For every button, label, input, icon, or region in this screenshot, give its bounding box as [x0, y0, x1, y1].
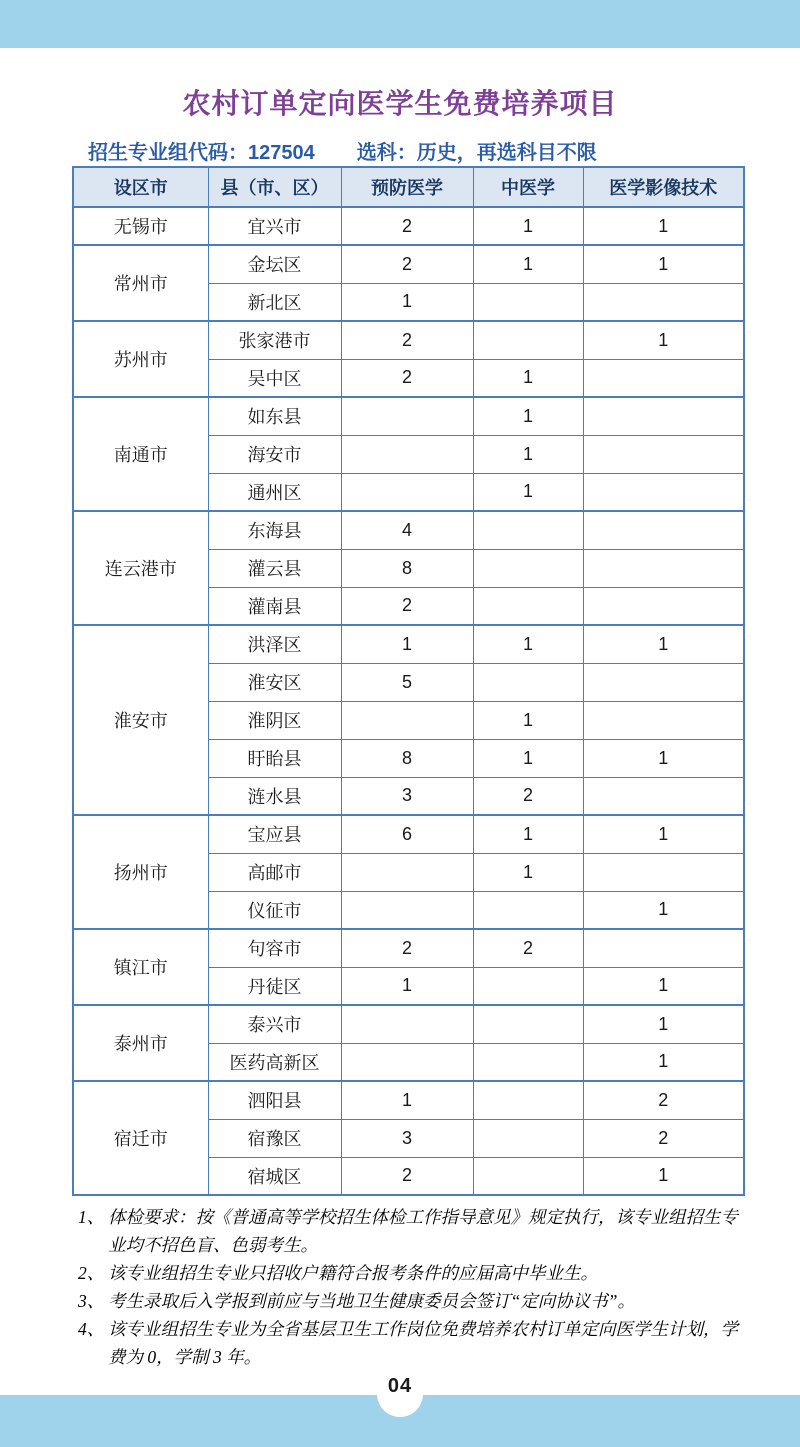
page-title: 农村订单定向医学生免费培养项目 — [182, 88, 618, 119]
value-cell — [341, 891, 473, 929]
value-cell — [583, 929, 744, 967]
footnote-number: 1、 — [78, 1207, 105, 1227]
value-cell: 2 — [473, 929, 583, 967]
value-cell — [473, 511, 583, 549]
city-cell: 宿迁市 — [73, 1081, 208, 1195]
county-cell: 泗阳县 — [208, 1081, 341, 1119]
city-cell: 镇江市 — [73, 929, 208, 1005]
footnotes — [78, 1203, 750, 1371]
county-cell: 涟水县 — [208, 777, 341, 815]
value-cell: 5 — [341, 663, 473, 701]
value-cell: 2 — [583, 1119, 744, 1157]
value-cell — [583, 777, 744, 815]
footnote-item — [78, 1259, 750, 1287]
table-row — [73, 1005, 744, 1043]
value-cell — [473, 1005, 583, 1043]
footnote-number: 2、 — [78, 1263, 105, 1283]
value-cell: 1 — [473, 359, 583, 397]
group-code-label: 招生专业组代码： — [88, 142, 248, 164]
value-cell — [341, 473, 473, 511]
value-cell: 2 — [341, 1157, 473, 1195]
value-cell — [583, 359, 744, 397]
footnote-text: 该专业组招生专业只招收户籍符合报考条件的应届高中毕业生。 — [108, 1263, 598, 1283]
subject-value: 历史，再选科目不限 — [416, 142, 597, 164]
city-cell: 连云港市 — [73, 511, 208, 625]
header-chinese-medicine: 中医学 — [473, 167, 583, 207]
county-cell: 东海县 — [208, 511, 341, 549]
table-row — [73, 397, 744, 435]
county-cell: 句容市 — [208, 929, 341, 967]
value-cell: 1 — [341, 967, 473, 1005]
value-cell: 2 — [341, 587, 473, 625]
table-body — [73, 207, 744, 1195]
footnote-item — [78, 1203, 750, 1259]
value-cell — [583, 435, 744, 473]
county-cell: 丹徒区 — [208, 967, 341, 1005]
value-cell: 1 — [473, 245, 583, 283]
city-cell: 南通市 — [73, 397, 208, 511]
value-cell: 1 — [583, 967, 744, 1005]
value-cell — [583, 587, 744, 625]
table-row — [73, 511, 744, 549]
county-cell: 泰兴市 — [208, 1005, 341, 1043]
county-cell: 金坛区 — [208, 245, 341, 283]
value-cell — [473, 1081, 583, 1119]
value-cell: 2 — [341, 359, 473, 397]
footnote-text: 该专业组招生专业为全省基层卫生工作岗位免费培养农村订单定向医学生计划，学费为 0，学制 3 年。 — [108, 1319, 738, 1367]
county-cell: 医药高新区 — [208, 1043, 341, 1081]
value-cell: 1 — [583, 815, 744, 853]
value-cell: 1 — [473, 701, 583, 739]
value-cell: 1 — [583, 245, 744, 283]
value-cell — [473, 1157, 583, 1195]
value-cell: 1 — [473, 207, 583, 245]
county-cell: 宿豫区 — [208, 1119, 341, 1157]
value-cell — [341, 1043, 473, 1081]
value-cell — [473, 1119, 583, 1157]
value-cell: 1 — [473, 625, 583, 663]
value-cell: 8 — [341, 739, 473, 777]
page-number: 04 — [387, 1375, 413, 1397]
county-cell: 淮阴区 — [208, 701, 341, 739]
group-code-value: 127504 — [248, 142, 315, 164]
value-cell — [341, 435, 473, 473]
table-header-row — [73, 167, 744, 207]
county-cell: 张家港市 — [208, 321, 341, 359]
value-cell: 6 — [341, 815, 473, 853]
table-row — [73, 625, 744, 663]
value-cell: 2 — [341, 245, 473, 283]
value-cell — [473, 587, 583, 625]
header-medical-imaging: 医学影像技术 — [583, 167, 744, 207]
county-cell: 灌云县 — [208, 549, 341, 587]
page-number-badge — [377, 1371, 423, 1417]
value-cell — [583, 511, 744, 549]
value-cell: 3 — [341, 777, 473, 815]
value-cell: 1 — [583, 625, 744, 663]
value-cell — [583, 853, 744, 891]
table-row — [73, 815, 744, 853]
value-cell — [341, 397, 473, 435]
value-cell: 1 — [473, 397, 583, 435]
county-cell: 仪征市 — [208, 891, 341, 929]
value-cell: 3 — [341, 1119, 473, 1157]
city-cell: 苏州市 — [73, 321, 208, 397]
subject-label: 选科： — [356, 142, 417, 164]
value-cell: 1 — [583, 891, 744, 929]
footnote-item — [78, 1287, 750, 1315]
county-cell: 通州区 — [208, 473, 341, 511]
value-cell: 1 — [583, 207, 744, 245]
value-cell: 1 — [341, 283, 473, 321]
value-cell: 2 — [341, 207, 473, 245]
table-row — [73, 1081, 744, 1119]
county-cell: 高邮市 — [208, 853, 341, 891]
county-cell: 灌南县 — [208, 587, 341, 625]
city-cell: 淮安市 — [73, 625, 208, 815]
value-cell: 1 — [473, 815, 583, 853]
table-row — [73, 321, 744, 359]
county-cell: 新北区 — [208, 283, 341, 321]
value-cell — [473, 1043, 583, 1081]
value-cell — [583, 397, 744, 435]
value-cell — [473, 967, 583, 1005]
footnote-number: 3、 — [78, 1291, 105, 1311]
value-cell — [341, 853, 473, 891]
value-cell: 2 — [583, 1081, 744, 1119]
value-cell — [583, 283, 744, 321]
value-cell: 1 — [583, 1157, 744, 1195]
county-cell: 如东县 — [208, 397, 341, 435]
footnote-text: 考生录取后入学报到前应与当地卫生健康委员会签订“定向协议书”。 — [108, 1291, 635, 1311]
county-cell: 宿城区 — [208, 1157, 341, 1195]
city-cell: 常州市 — [73, 245, 208, 321]
value-cell: 1 — [341, 625, 473, 663]
table-header — [73, 167, 744, 207]
county-cell: 吴中区 — [208, 359, 341, 397]
header-county: 县（市、区） — [208, 167, 341, 207]
city-cell: 无锡市 — [73, 207, 208, 245]
table-row — [73, 245, 744, 283]
value-cell — [473, 283, 583, 321]
value-cell: 1 — [473, 473, 583, 511]
meta-line — [88, 136, 597, 165]
county-cell: 海安市 — [208, 435, 341, 473]
top-banner — [0, 0, 800, 48]
table-row — [73, 207, 744, 245]
value-cell — [473, 549, 583, 587]
value-cell: 1 — [583, 321, 744, 359]
county-cell: 宜兴市 — [208, 207, 341, 245]
county-cell: 淮安区 — [208, 663, 341, 701]
value-cell: 1 — [473, 853, 583, 891]
value-cell: 4 — [341, 511, 473, 549]
footnote-number: 4、 — [78, 1319, 105, 1339]
value-cell: 2 — [341, 321, 473, 359]
header-city: 设区市 — [73, 167, 208, 207]
value-cell: 1 — [583, 739, 744, 777]
value-cell — [583, 663, 744, 701]
county-cell: 盱眙县 — [208, 739, 341, 777]
city-cell: 扬州市 — [73, 815, 208, 929]
footnote-item — [78, 1315, 750, 1371]
value-cell — [583, 473, 744, 511]
value-cell: 1 — [473, 435, 583, 473]
value-cell: 8 — [341, 549, 473, 587]
value-cell — [583, 549, 744, 587]
value-cell — [341, 701, 473, 739]
value-cell: 2 — [473, 777, 583, 815]
value-cell: 1 — [341, 1081, 473, 1119]
value-cell: 2 — [341, 929, 473, 967]
value-cell — [473, 663, 583, 701]
value-cell: 1 — [473, 739, 583, 777]
county-cell: 宝应县 — [208, 815, 341, 853]
value-cell — [341, 1005, 473, 1043]
value-cell — [473, 891, 583, 929]
table-row — [73, 929, 744, 967]
footnote-text: 体检要求：按《普通高等学校招生体检工作指导意见》规定执行，该专业组招生专业均不招色盲、色弱考生。 — [108, 1207, 738, 1255]
enrollment-plan-table — [72, 166, 745, 1196]
value-cell: 1 — [583, 1043, 744, 1081]
value-cell — [583, 701, 744, 739]
bottom-banner — [0, 1375, 800, 1447]
county-cell: 洪泽区 — [208, 625, 341, 663]
value-cell — [473, 321, 583, 359]
city-cell: 泰州市 — [73, 1005, 208, 1081]
header-preventive-medicine: 预防医学 — [341, 167, 473, 207]
value-cell: 1 — [583, 1005, 744, 1043]
